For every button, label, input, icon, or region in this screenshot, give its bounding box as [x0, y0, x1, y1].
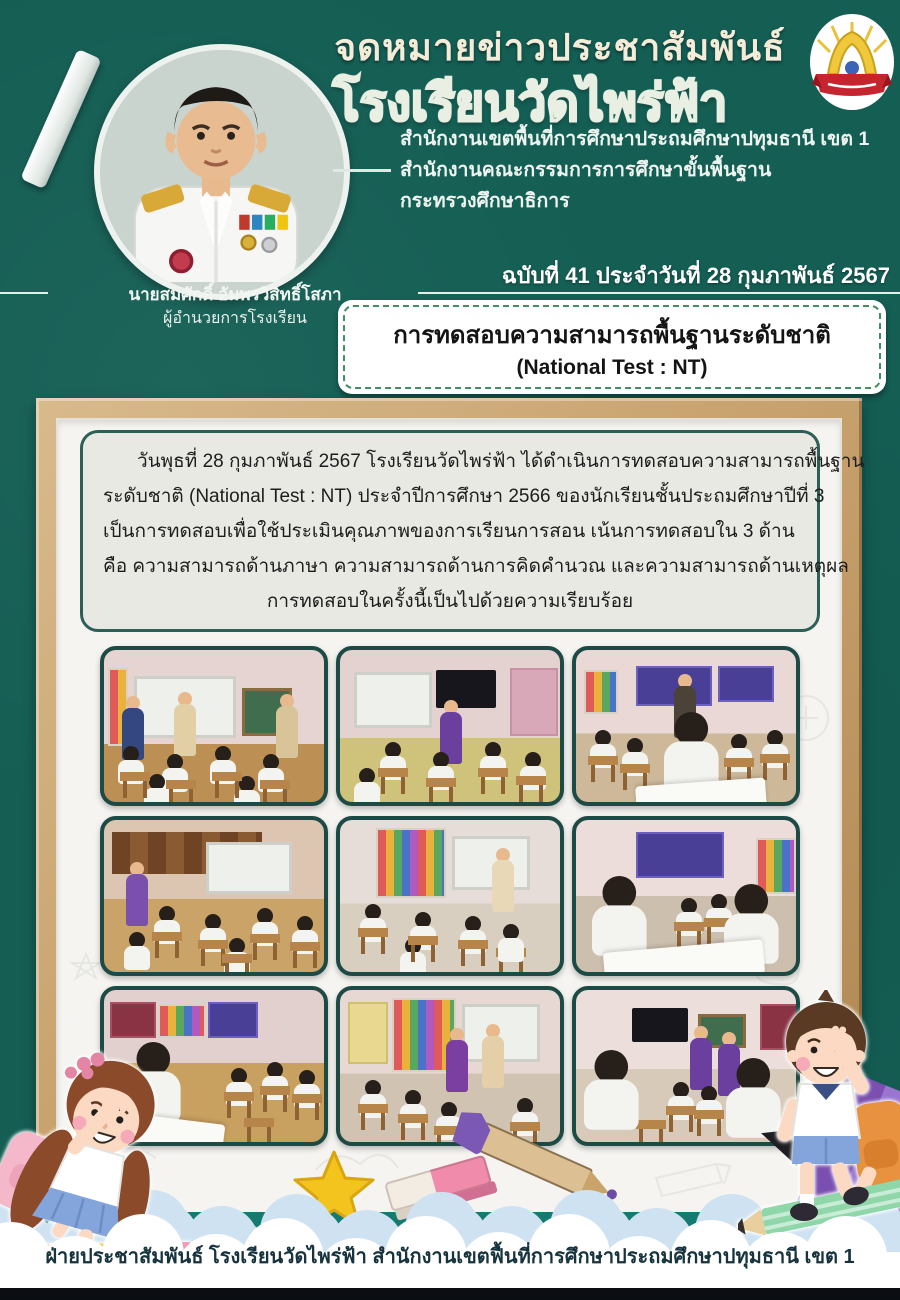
article-line: ระดับชาติ (National Test : NT) ประจำปีการศึกษา 2566 ของนักเรียนชั้นประถมศึกษาปีที่ 3 [103, 486, 825, 507]
article-text-box [80, 430, 865, 632]
org-line-1: สำนักงานเขตพื้นที่การศึกษาประถมศึกษาปทุมธานี เขต 1 [400, 128, 870, 150]
headline-line2: (National Test : NT) [516, 355, 708, 379]
org-line-3: กระทรวงศึกษาธิการ [400, 190, 570, 212]
school-crest-icon [808, 12, 896, 112]
star-icon [292, 1148, 376, 1232]
classroom-photo-8 [336, 986, 564, 1146]
classroom-photo-5 [336, 816, 564, 976]
classroom-photo-3 [572, 646, 800, 806]
director-title: ผู้อำนวยการโรงเรียน [163, 310, 307, 327]
director-name: นายสมศักดิ์ อัมพรวิสิทธิ์โสภา [128, 285, 342, 304]
divider-dash [333, 169, 391, 172]
footer-credit: ฝ่ายประชาสัมพันธ์ โรงเรียนวัดไพร่ฟ้า สำนักงานเขตฟื้นที่การศึกษาประถมศึกษาปทุมธานี เขต 1 [45, 1246, 855, 1268]
classroom-photo-1 [100, 646, 328, 806]
school-name-title: โรงเรียนวัดไพร่ฟ้า [332, 75, 728, 131]
headline-box [338, 300, 886, 394]
organization-lines [400, 124, 890, 217]
bottom-bar [0, 1288, 900, 1300]
classroom-photo-4 [100, 816, 328, 976]
school-logo [808, 12, 896, 117]
classroom-photo-6 [572, 816, 800, 976]
article-line: คือ ความสามารถด้านภาษา ความสามารถด้านการคิดคำนวณ และความสามารถด้านเหตุผล [103, 556, 849, 577]
article-line: เป็นการทดสอบเพื่อใช้ประเมินคุณภาพของการเรียนการสอน เน้นการทดสอบใน 3 ด้าน [103, 521, 795, 542]
issue-date-line: ฉบับที่ 41 ประจำวันที่ 28 กุมภาพันธ์ 2567 [501, 263, 890, 288]
rule-left [0, 292, 48, 294]
cartoon-boy-on-pencil-icon [738, 990, 900, 1266]
chalk-stick-icon [20, 49, 102, 189]
newsletter-title: จดหมายข่าวประชาสัมพันธ์ [334, 27, 786, 68]
article-line: วันพุธที่ 28 กุมภาพันธ์ 2567 โรงเรียนวัดไพร่ฟ้า ได้ดำเนินการทดสอบความสามารถพื้นฐาน [137, 451, 865, 472]
headline-box-inner [343, 305, 881, 389]
headline-line1: การทดสอบความสามารถพื้นฐานระดับชาติ [393, 321, 831, 349]
classroom-photo-2 [336, 646, 564, 806]
org-line-2: สำนักงานคณะกรรมการการศึกษาขั้นพื้นฐาน [400, 159, 772, 181]
article-line: การทดสอบในครั้งนี้เป็นไปด้วยความเรียบร้อย [266, 591, 634, 612]
